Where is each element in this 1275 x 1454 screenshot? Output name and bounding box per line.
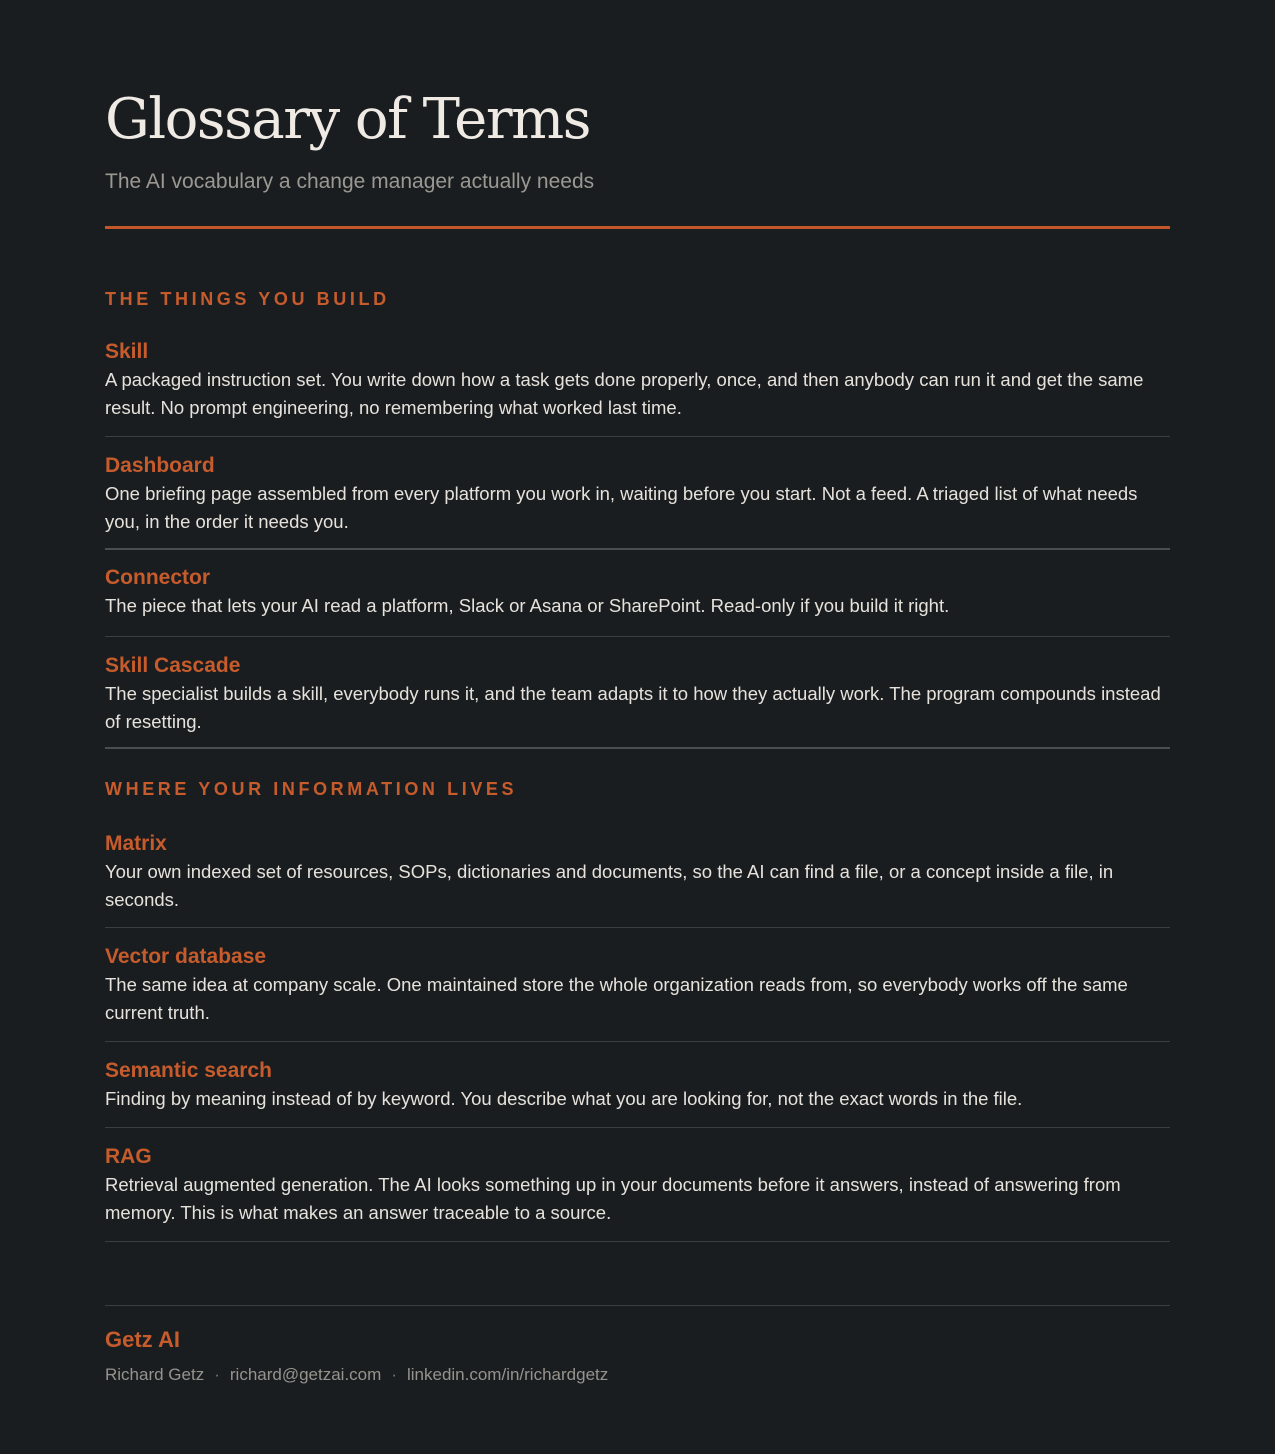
term-title: Semantic search — [105, 1059, 272, 1082]
footer-email-link[interactable]: richard@getzai.com — [229, 1365, 382, 1384]
term-title: Skill Cascade — [105, 654, 241, 677]
entry-divider — [105, 548, 1170, 550]
section-heading-things-you-build: THE THINGS YOU BUILD — [105, 289, 390, 309]
glossary-entry-skill-cascade — [105, 652, 1170, 735]
term-definition: One briefing page assembled from every platform you work in, waiting before you start. Not a feed. A triaged list of what needs you, in the order it needs you. — [105, 483, 1138, 532]
entry-divider — [105, 436, 1170, 437]
title-accent-rule — [105, 226, 1170, 229]
term-definition: The same idea at company scale. One maintained store the whole organization reads from, so everybody works off the same current truth. — [105, 974, 1128, 1023]
page-subtitle: The AI vocabulary a change manager actually needs — [105, 170, 595, 193]
entry-divider — [105, 1041, 1170, 1042]
page-title: Glossary of Terms — [105, 87, 590, 152]
glossary-entry-dashboard — [105, 452, 1170, 535]
footer-separator: · — [214, 1365, 220, 1384]
term-definition: A packaged instruction set. You write down how a task gets done properly, once, and then anybody can run it and get the same result. No prompt engineering, no remembering what worked last time. — [105, 369, 1144, 418]
term-definition: Your own indexed set of resources, SOPs, dictionaries and documents, so the AI can find a file, or a concept inside a file, in seconds. — [105, 861, 1114, 910]
term-title: Dashboard — [105, 454, 215, 477]
term-definition: Retrieval augmented generation. The AI looks something up in your documents before it answers, instead of answering from memory. This is what makes an answer traceable to a source. — [105, 1174, 1121, 1223]
entry-divider — [105, 636, 1170, 637]
footer-linkedin-link[interactable]: linkedin.com/in/richardgetz — [406, 1365, 609, 1384]
footer-author-name: Richard Getz — [105, 1365, 205, 1384]
term-definition: Finding by meaning instead of by keyword. You describe what you are looking for, not the exact words in the file. — [105, 1088, 1023, 1109]
entry-divider — [105, 1241, 1170, 1242]
footer-separator: · — [391, 1365, 397, 1384]
term-title: Connector — [105, 566, 210, 589]
footer-contact — [105, 1363, 608, 1387]
term-title: Skill — [105, 340, 149, 363]
term-definition: The specialist builds a skill, everybody runs it, and the team adapts it to how they actually work. The program compounds instead of resetting. — [105, 683, 1161, 732]
glossary-entry-skill — [105, 338, 1170, 421]
glossary-entry-connector — [105, 564, 1170, 620]
glossary-entry-vector-database — [105, 943, 1170, 1026]
footer-divider — [105, 1305, 1170, 1306]
entry-divider — [105, 927, 1170, 928]
entry-divider — [105, 1127, 1170, 1128]
section-divider — [105, 747, 1170, 749]
section-heading-where-information-lives: WHERE YOUR INFORMATION LIVES — [105, 779, 518, 799]
term-title: Vector database — [105, 945, 267, 968]
glossary-entry-rag — [105, 1143, 1170, 1226]
term-title: Matrix — [105, 832, 167, 855]
footer-brand: Getz AI — [105, 1327, 180, 1352]
glossary-entry-semantic-search — [105, 1057, 1170, 1113]
glossary-entry-matrix — [105, 830, 1170, 913]
term-definition: The piece that lets your AI read a platform, Slack or Asana or SharePoint. Read-only if you build it right. — [105, 595, 950, 616]
term-title: RAG — [105, 1145, 152, 1168]
